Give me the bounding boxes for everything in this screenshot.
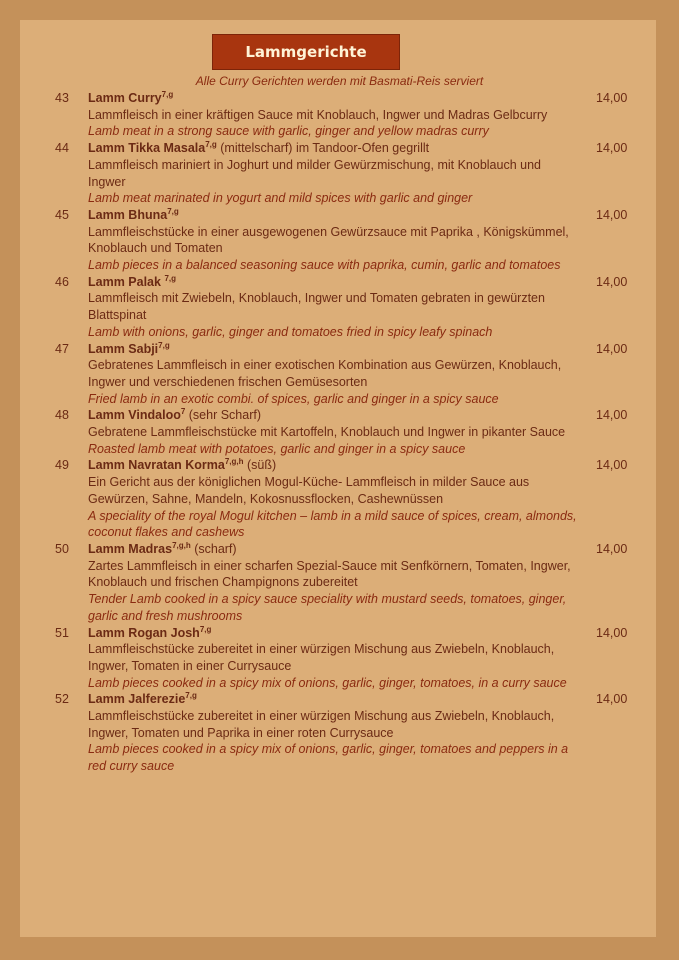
item-name: Lamm Jalferezie (88, 692, 186, 707)
item-description-en: Lamb pieces in a balanced seasoning sauce with paprika, cumin, garlic and tomatoes (88, 258, 561, 273)
item-description-de: Lammfleischstücke in einer ausgewogenen Gewürzsauce mit Paprika , Königskümmel, Knoblauch und Tomaten (88, 224, 569, 256)
item-name: Lamm Navratan Korma (88, 458, 225, 473)
item-name: Lamm Curry (88, 91, 162, 105)
item-price: 14,00 (596, 274, 628, 289)
item-price: 14,00 (596, 541, 628, 556)
section-title-box (212, 34, 400, 70)
section-subtitle: Alle Curry Gerichten werden mit Basmati-Reis serviert (195, 74, 484, 88)
item-note: (sehr Scharf) (185, 408, 262, 423)
allergen-codes: 7,g (199, 624, 212, 634)
menu-item (0, 407, 679, 457)
item-number: 43 (55, 91, 69, 105)
menu-list (0, 90, 679, 775)
item-name: Lamm Vindaloo (88, 408, 181, 423)
item-description-en: Lamb meat marinated in yogurt and mild spices with garlic and ginger (88, 191, 473, 206)
item-name: Lamm Bhuna (88, 207, 168, 222)
menu-item (0, 274, 679, 341)
item-price: 14,00 (596, 408, 628, 423)
menu-item (0, 541, 679, 625)
item-price: 14,00 (596, 692, 628, 707)
item-description-de: Lammfleischstücke zubereitet in einer würzigen Mischung aus Zwiebeln, Knoblauch, Ingwer, Tomaten in einer Currysauce (88, 642, 555, 673)
item-description-en: Lamb pieces cooked in a spicy mix of onions, garlic, ginger, tomatoes and peppers in a red curry sauce (88, 742, 569, 774)
menu-item (0, 341, 679, 408)
item-number: 44 (55, 141, 69, 156)
item-description-de: Gebratenes Lammfleisch in einer exotischen Kombination aus Gewürzen, Knoblauch, Ingwer und verschiedenen frischen Gemüsesorten (88, 358, 562, 389)
item-description-en: Tender Lamb cooked in a spicy sauce speciality with mustard seeds, tomatoes, ginger, garlic and fresh mushrooms (88, 592, 567, 623)
allergen-codes: 7,g (205, 139, 217, 149)
item-name: Lamm Madras (88, 541, 173, 556)
item-number: 45 (55, 207, 69, 222)
allergen-codes: 7,g,h (172, 540, 191, 550)
menu-item (0, 457, 679, 541)
item-name: Lamm Rogan Josh (88, 625, 200, 640)
item-price: 14,00 (596, 458, 628, 473)
item-price: 14,00 (596, 91, 628, 105)
item-description-de: Lammfleischstücke zubereitet in einer würzigen Mischung aus Zwiebeln, Knoblauch, Ingwer, Tomaten und Paprika in einer roten Currysauce (88, 709, 555, 740)
item-price: 14,00 (596, 341, 628, 356)
menu-item (0, 207, 679, 274)
item-name: Lamm Tikka Masala (88, 141, 206, 156)
item-note: (süß) (243, 458, 277, 473)
menu-item (0, 140, 679, 207)
item-number: 51 (55, 625, 69, 640)
item-number: 46 (55, 274, 69, 289)
item-description-de: Lammfleisch in einer kräftigen Sauce mit Knoblauch, Ingwer und Madras Gelbcurry (88, 107, 548, 122)
item-number: 50 (55, 541, 69, 556)
item-name: Lamm Palak (88, 274, 165, 289)
menu-item (0, 90, 679, 140)
allergen-codes: 7 (180, 407, 186, 417)
item-number: 49 (55, 458, 69, 473)
allergen-codes: 7,g,h (224, 457, 244, 467)
allergen-codes: 7,g (158, 340, 170, 350)
section-title: Lammgerichte (245, 43, 367, 61)
item-description-en: Fried lamb in an exotic combi. of spices, garlic and ginger in a spicy sauce (88, 391, 499, 406)
item-number: 48 (55, 408, 69, 423)
allergen-codes: 7,g (161, 89, 174, 99)
allergen-codes: 7,g (185, 691, 197, 701)
item-number: 47 (55, 341, 69, 356)
item-description-de: Lammfleisch mariniert in Joghurt und milder Gewürzmischung, mit Knoblauch und Ingwer (88, 157, 541, 189)
item-description-en: Roasted lamb meat with potatoes, garlic and ginger in a spicy sauce (88, 441, 466, 456)
item-description-en: Lamb pieces cooked in a spicy mix of onions, garlic, ginger, tomatoes, in a curry sauce (88, 675, 567, 690)
item-price: 14,00 (596, 207, 628, 222)
item-description-de: Zartes Lammfleisch in einer scharfen Spezial-Sauce mit Senfkörnern, Tomaten, Ingwer, Knoblauch und frischen Champignons zubereitet (88, 558, 571, 590)
item-name: Lamm Sabji (88, 341, 159, 356)
menu-item (0, 625, 679, 692)
item-description-de: Ein Gericht aus der königlichen Mogul-Küche- Lammfleisch in milder Sauce aus Gewürzen, Sahne, Mandeln, Kokosnussflocken, Cashewnüssen (88, 475, 530, 506)
item-description-en: Lamb meat in a strong sauce with garlic, ginger and yellow madras curry (88, 124, 489, 139)
item-price: 14,00 (596, 625, 628, 640)
item-description-en: Lamb with onions, garlic, ginger and tomatoes fried in spicy leafy spinach (88, 324, 493, 339)
item-description-de: Lammfleisch mit Zwiebeln, Knoblauch, Ingwer und Tomaten gebraten in gewürzten Blattspinat (88, 291, 545, 323)
item-note: (scharf) (190, 541, 237, 556)
item-note: (mittelscharf) im Tandoor-Ofen gegrillt (216, 141, 430, 156)
item-description-de: Gebratene Lammfleischstücke mit Kartoffeln, Knoblauch und Ingwer in pikanter Sauce (88, 425, 566, 440)
allergen-codes: 7,g (167, 206, 179, 216)
item-description-en: A speciality of the royal Mogul kitchen – lamb in a mild sauce of spices, cream, almonds, coconut flakes and cashews (88, 508, 577, 540)
item-price: 14,00 (596, 141, 628, 156)
menu-item (0, 691, 679, 775)
allergen-codes: 7,g (164, 273, 176, 283)
item-number: 52 (55, 692, 69, 707)
